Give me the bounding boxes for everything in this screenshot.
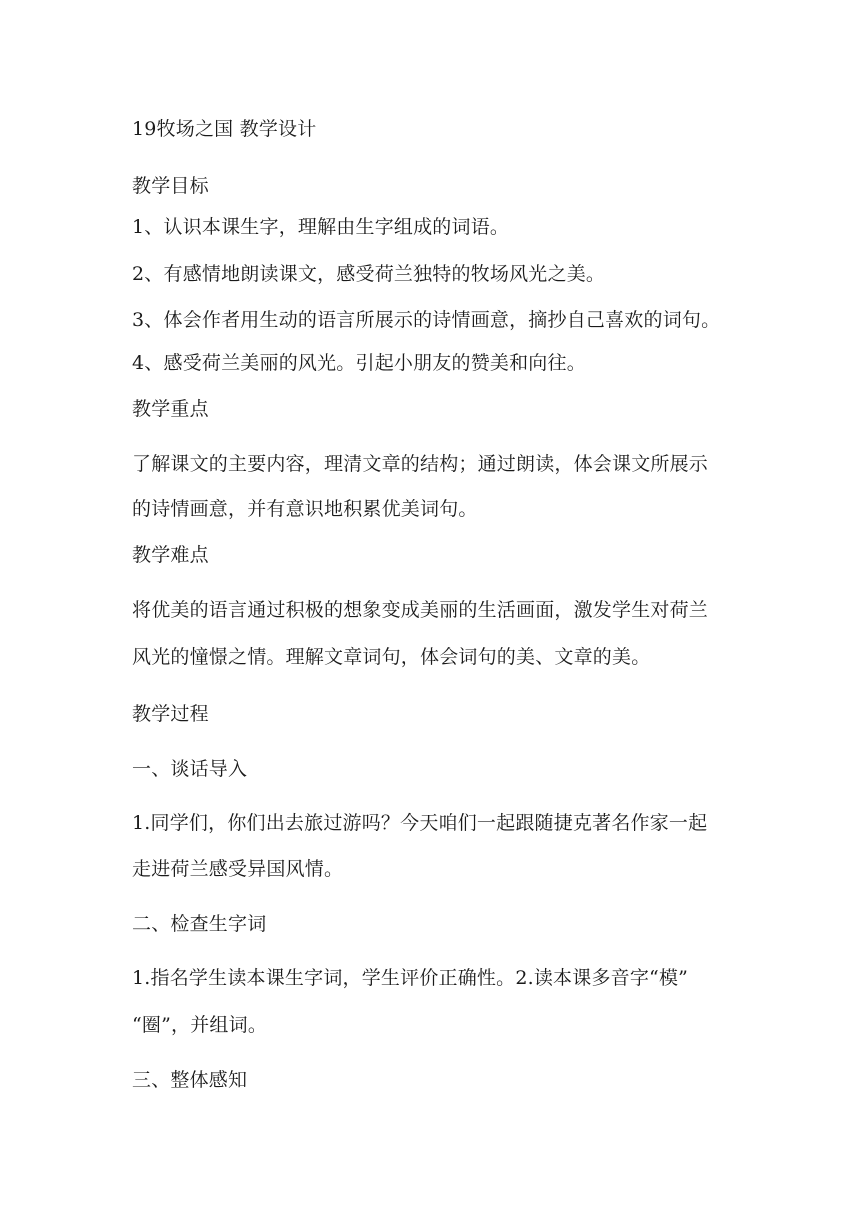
objectives-heading: 教学目标 [132, 175, 209, 197]
difficulties-heading: 教学难点 [132, 544, 209, 566]
document-title: 19牧场之国 教学设计 [132, 118, 317, 140]
step1-text: 1.同学们，你们出去旅过游吗？今天咱们一起跟随捷克著名作家一起 [132, 812, 708, 834]
difficulties-text: 风光的憧憬之情。理解文章词句，体会词句的美、文章的美。 [132, 646, 651, 668]
difficulties-text: 将优美的语言通过积极的想象变成美丽的生活画面，激发学生对荷兰 [132, 599, 709, 621]
key-points-heading: 教学重点 [132, 398, 209, 420]
objective-item: 3、体会作者用生动的语言所展示的诗情画意，摘抄自己喜欢的词句。 [132, 309, 721, 331]
step2-text: “圈”，并组词。 [132, 1014, 268, 1036]
key-points-text: 的诗情画意，并有意识地积累优美词句。 [132, 498, 478, 520]
process-heading: 教学过程 [132, 703, 209, 725]
objective-item: 1、认识本课生字，理解由生字组成的词语。 [132, 216, 510, 238]
step1-heading: 一、谈话导入 [132, 758, 248, 780]
objective-item: 4、感受荷兰美丽的风光。引起小朋友的赞美和向往。 [132, 352, 586, 374]
step2-heading: 二、检查生字词 [132, 913, 267, 935]
step3-heading: 三、整体感知 [132, 1069, 248, 1091]
step1-text: 走进荷兰感受异国风情。 [132, 858, 344, 880]
objective-item: 2、有感情地朗读课文，感受荷兰独特的牧场风光之美。 [132, 263, 606, 285]
key-points-text: 了解课文的主要内容，理清文章的结构；通过朗读，体会课文所展示 [132, 453, 709, 475]
step2-text: 1.指名学生读本课生字词，学生评价正确性。2.读本课多音字“模” [132, 967, 689, 989]
